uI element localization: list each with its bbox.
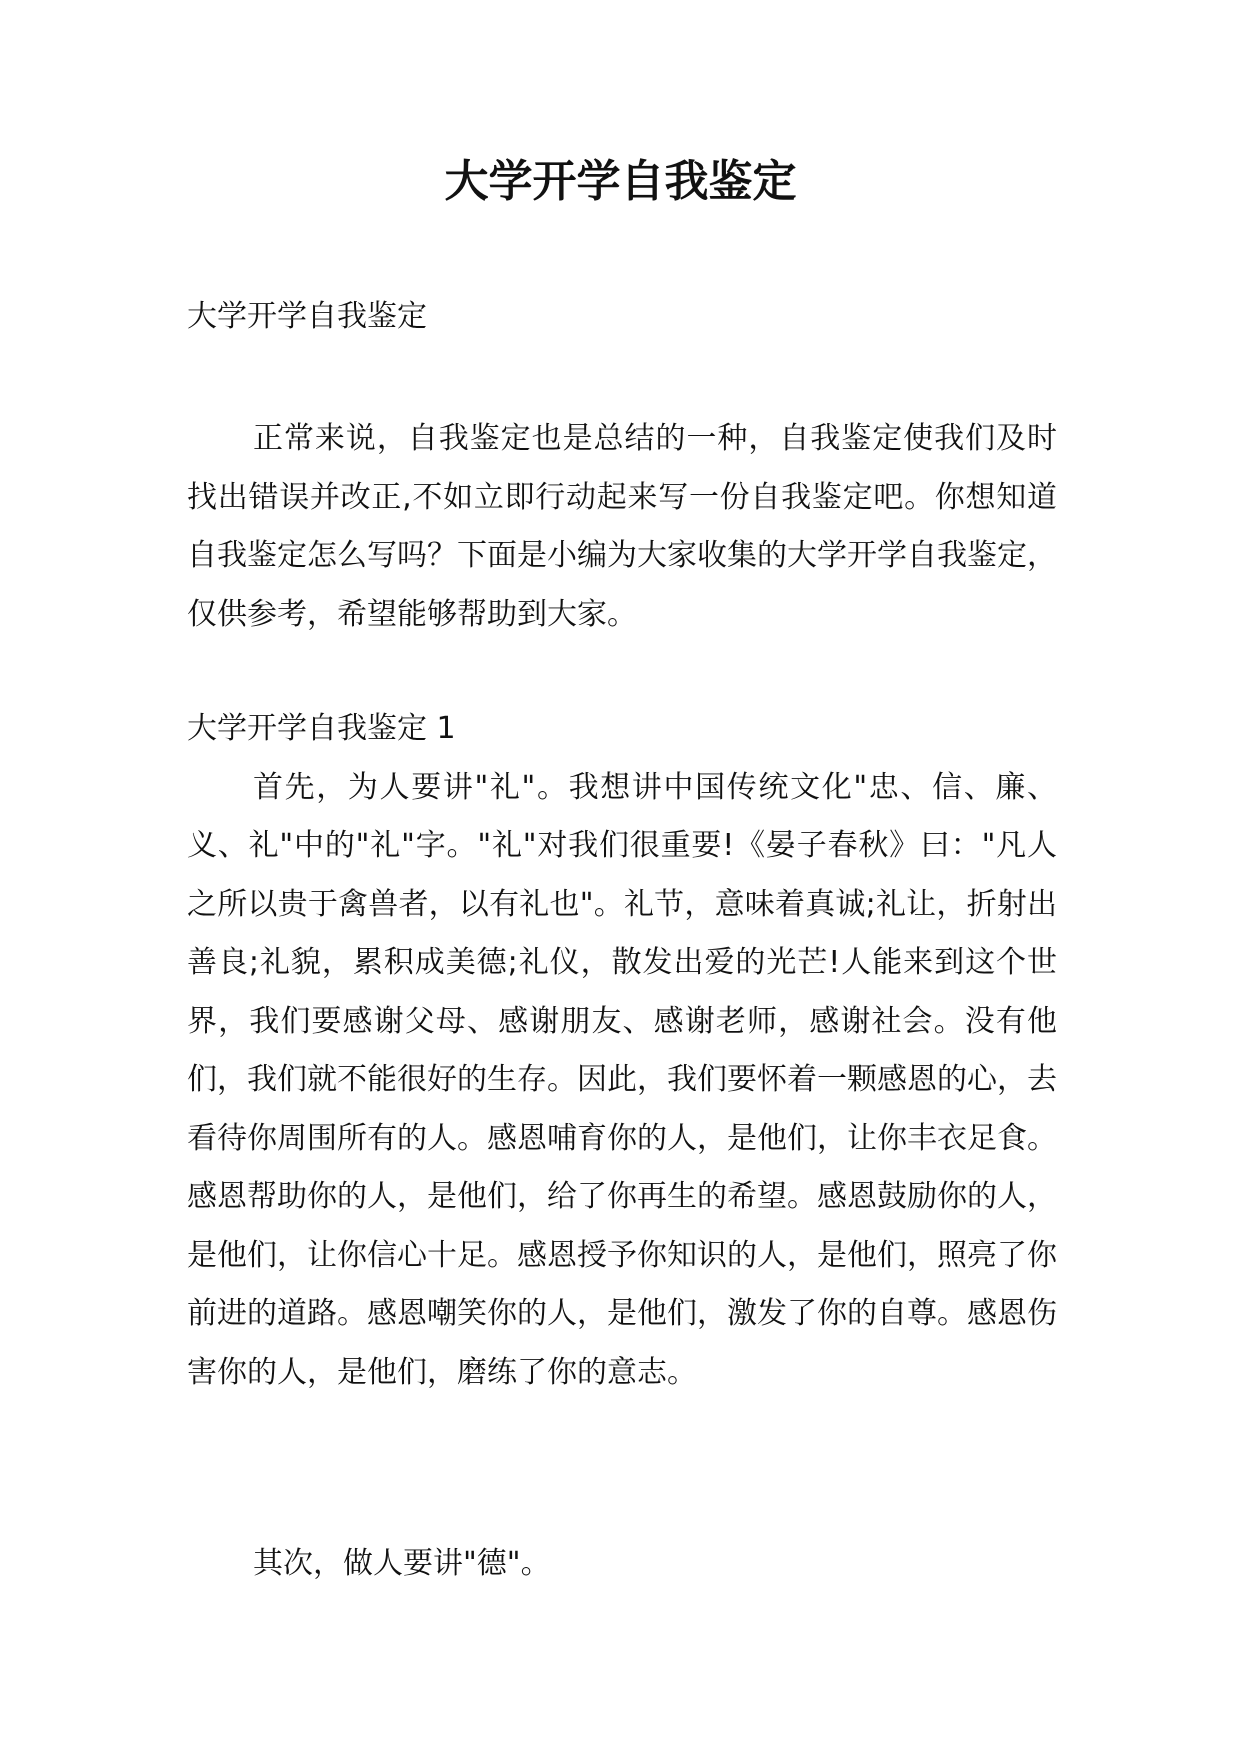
section-1 <box>187 700 1057 1402</box>
document-title: 大学开学自我鉴定 <box>444 156 797 207</box>
document-subtitle: 大学开学自我鉴定 <box>187 299 427 334</box>
next-paragraph: 其次，做人要讲"德"。 <box>253 1546 551 1581</box>
intro-block <box>187 410 1057 644</box>
section-heading: 大学开学自我鉴定 1 <box>187 711 456 746</box>
intro-paragraph: 正常来说，自我鉴定也是总结的一种，自我鉴定使我们及时找出错误并改正,不如立即行动起来写一份自我鉴定吧。你想知道自我鉴定怎么写吗？下面是小编为大家收集的大学开学自我鉴定，仅供参考，希望能够帮助到大家。 <box>187 421 1057 632</box>
section-paragraph: 首先，为人要讲"礼"。我想讲中国传统文化"忠、信、廉、义、礼"中的"礼"字。"礼"对我们很重要!《晏子春秋》曰："凡人之所以贵于禽兽者，以有礼也"。礼节，意味着真诚;礼让，折射出善良;礼貌，累积成美德;礼仪，散发出爱的光芒!人能来到这个世界，我们要感谢父母、感谢朋友、感谢老师，感谢社会。没有他们，我们就不能很好的生存。因此，我们要怀着一颗感恩的心，去看待你周围所有的人。感恩哺育你的人，是他们，让你丰衣足食。感恩帮助你的人，是他们，给了你再生的希望。感恩鼓励你的人，是他们，让你信心十足。感恩授予你知识的人，是他们，照亮了你前进的道路。感恩嘲笑你的人，是他们，激发了你的自尊。感恩伤害你的人，是他们，磨练了你的意志。 <box>187 769 1057 1390</box>
